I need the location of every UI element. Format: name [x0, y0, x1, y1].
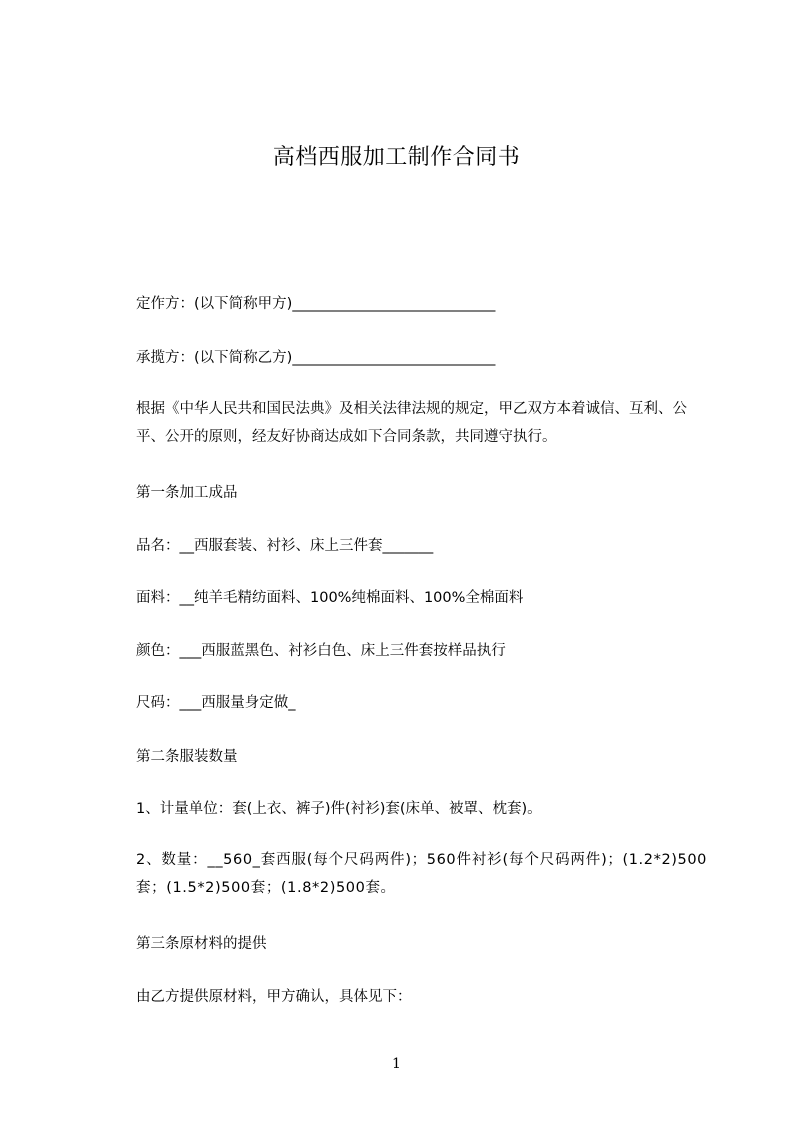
- article-1-heading: 第一条加工成品: [136, 485, 238, 501]
- material-supply-line: 由乙方提供原材料，甲方确认，具体见下：: [136, 989, 412, 1005]
- quantity-text: 2、数量：__560_套西服(每个尺码两件)；560件衬衫(每个尺码两件)；(1.2*2)500套；(1.5*2)500套；(1.8*2)500套。: [136, 852, 707, 896]
- document-title: 高档西服加工制作合同书: [272, 145, 521, 170]
- article-2-heading: 第二条服装数量: [136, 749, 238, 765]
- product-name-line: 品名：__西服套装、衬衫、床上三件套_______: [136, 538, 434, 554]
- page-number: 1: [392, 1056, 401, 1072]
- article-3-heading: 第三条原材料的提供: [136, 936, 267, 952]
- preamble-text: 根据《中华人民共和国民法典》及相关法律法规的规定，甲乙双方本着诚信、互利、公平、公开的原则，经友好协商达成如下合同条款，共同遵守执行。: [136, 401, 687, 445]
- unit-line: 1、计量单位：套(上衣、裤子)件(衬衫)套(床单、被罩、枕套)。: [136, 801, 542, 817]
- preamble-paragraph: [117, 395, 707, 451]
- quantity-paragraph: [117, 846, 707, 902]
- fabric-line: 面料：__纯羊毛精纺面料、100%纯棉面料、100%全棉面料: [136, 590, 524, 606]
- color-line: 颜色：___西服蓝黑色、衬衫白色、床上三件套按样品执行: [136, 643, 506, 659]
- party-a-line: 定作方：(以下简称甲方)____________________________: [136, 296, 496, 312]
- size-line: 尺码：___西服量身定做_: [136, 695, 296, 711]
- party-b-line: 承揽方：(以下简称乙方)____________________________: [136, 350, 496, 366]
